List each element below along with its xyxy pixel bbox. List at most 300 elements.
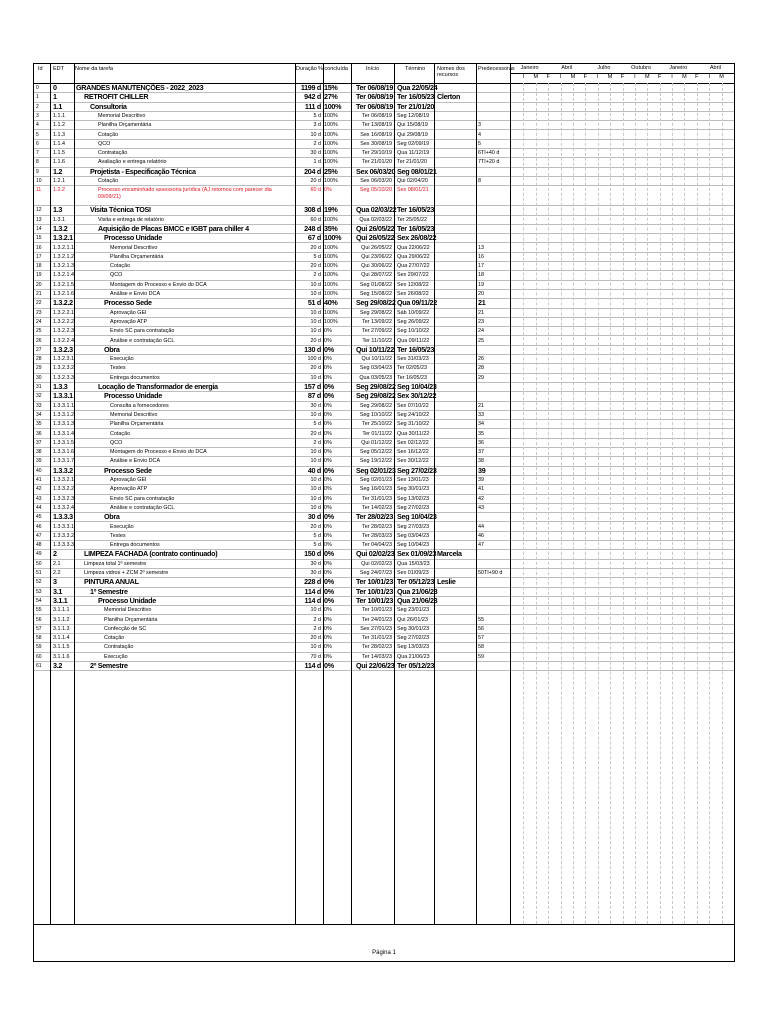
task-name: Cotação — [110, 263, 131, 270]
task-end: Qua 09/11/22 — [397, 298, 437, 308]
task-end: Sex 13/01/23 — [397, 477, 429, 483]
timeline-period: Julho — [597, 65, 611, 71]
column-divider — [50, 64, 51, 924]
task-end: Seg 08/01/21 — [397, 166, 437, 176]
task-start: Ter 10/01/23 — [356, 577, 394, 587]
task-start: Ter 04/04/23 — [362, 542, 392, 549]
task-id: 30 — [36, 374, 42, 381]
task-start: Ter 28/02/23 — [356, 512, 394, 522]
task-duration: 130 d — [304, 344, 321, 354]
task-name: Visita Técnica TOSI — [90, 205, 151, 215]
task-wbs: 1.3.3.3.2 — [53, 532, 74, 539]
task-wbs: 1.3.3.1.7 — [53, 458, 74, 465]
table-row[interactable] — [34, 364, 734, 373]
table-row[interactable] — [34, 206, 734, 215]
task-id: 46 — [36, 523, 42, 530]
task-predecessors: 56 — [478, 625, 484, 632]
task-name: Envio SC para contratação — [110, 495, 175, 502]
task-id: 52 — [36, 579, 42, 586]
task-wbs: 1.3.3.1.1 — [53, 402, 74, 409]
task-end: Sex 16/12/22 — [397, 449, 429, 456]
header-end: Término — [405, 66, 426, 72]
timeline-gridline — [660, 83, 661, 924]
table-row[interactable] — [34, 523, 734, 532]
column-divider — [476, 64, 477, 924]
task-wbs: 3.1.1.1 — [53, 607, 70, 614]
page-footer — [34, 924, 734, 962]
task-percent: 0% — [324, 512, 334, 522]
task-start: Qui 02/02/23 — [361, 560, 392, 567]
task-percent: 0% — [324, 635, 332, 642]
task-percent: 0% — [324, 187, 332, 194]
timeline-gridline — [585, 83, 586, 924]
task-percent: 100% — [324, 233, 342, 243]
table-row[interactable] — [34, 616, 734, 625]
task-wbs: 3.1.1.4 — [53, 635, 70, 642]
task-percent: 0% — [324, 607, 332, 614]
task-id: 41 — [36, 477, 42, 483]
task-start: Seg 29/08/22 — [356, 382, 396, 391]
column-divider — [295, 64, 296, 924]
task-predecessors: 41 — [478, 486, 484, 493]
task-name: Entrega documentos — [110, 542, 160, 549]
task-percent: 100% — [324, 291, 338, 297]
task-percent: 0% — [324, 402, 332, 409]
task-start: Seg 02/01/23 — [359, 477, 392, 483]
task-id: 11 — [36, 187, 42, 194]
task-duration: 87 d — [307, 391, 321, 401]
table-row[interactable] — [34, 560, 734, 569]
task-id: 6 — [36, 140, 39, 147]
table-row[interactable] — [34, 495, 734, 504]
table-row[interactable] — [34, 643, 734, 652]
table-row[interactable] — [34, 234, 734, 243]
task-end: Seg 13/03/23 — [397, 644, 430, 651]
task-predecessors: 29 — [478, 374, 484, 381]
task-wbs: 1.3.3.2.1 — [53, 477, 74, 483]
table-row[interactable] — [34, 634, 734, 643]
page-number: Página 1 — [372, 950, 396, 956]
table-row[interactable] — [34, 430, 734, 439]
task-duration: 10 d — [310, 486, 321, 493]
task-end: Seg 10/10/22 — [397, 328, 430, 335]
task-end: Qua 22/06/22 — [397, 244, 430, 251]
task-end: Sex 08/01/21 — [397, 187, 429, 194]
header-resources: Nomes dos recursos — [437, 66, 465, 78]
timeline-subperiod: I — [596, 74, 599, 80]
timeline-subperiod: I — [634, 74, 636, 80]
task-name: Contratação — [98, 150, 128, 157]
task-duration: 5 d — [313, 421, 321, 428]
task-name: Obra — [104, 344, 120, 354]
timeline-subperiod: M — [607, 74, 613, 80]
table-row[interactable] — [34, 420, 734, 429]
timeline-subperiod: M — [644, 74, 650, 80]
task-name: Processo encaminhado assessoria jurídica (AJ retornou com parecer dia 09/09/21) — [98, 187, 272, 201]
task-wbs: 1.3.3.1.2 — [53, 411, 74, 418]
task-name: Envio SC para contratação — [110, 328, 175, 335]
task-end: Seg 26/09/22 — [397, 318, 430, 325]
task-id: 56 — [36, 616, 42, 623]
task-id: 43 — [36, 495, 42, 502]
task-wbs: 1.3.2.2.4 — [53, 337, 74, 344]
task-wbs: 1.3 — [53, 205, 63, 215]
table-row[interactable] — [34, 513, 734, 522]
task-end: Sex 30/12/22 — [397, 391, 437, 401]
table-row[interactable] — [34, 318, 734, 327]
table-row[interactable] — [34, 253, 734, 262]
task-name: Planilha Orçamentária — [98, 122, 152, 129]
task-end: Seg 27/03/23 — [397, 523, 430, 530]
table-row[interactable] — [34, 346, 734, 355]
task-start: Ter 24/01/23 — [362, 616, 392, 623]
task-percent: 0% — [324, 458, 332, 465]
task-duration: 942 d — [304, 92, 321, 102]
task-duration: 308 d — [304, 205, 321, 215]
task-end: Seg 30/01/23 — [397, 486, 430, 493]
timeline-period: Abril — [561, 65, 573, 71]
task-percent: 100% — [324, 112, 338, 119]
table-row[interactable] — [34, 467, 734, 476]
table-row[interactable] — [34, 309, 734, 318]
task-percent: 0% — [324, 439, 332, 446]
task-wbs: 2.2 — [53, 570, 61, 576]
task-start: Qui 26/05/22 — [356, 233, 395, 243]
timeline-gridline — [598, 83, 599, 924]
task-id: 25 — [36, 328, 42, 335]
task-name: Limpeza vidros + ZCM 2º semestre — [84, 570, 169, 576]
task-wbs: 1.3.3.1.3 — [53, 421, 74, 428]
task-duration: 20 d — [310, 635, 321, 642]
task-predecessors: 5 — [478, 140, 481, 147]
task-id: 32 — [36, 393, 42, 400]
task-predecessors: 19 — [478, 281, 484, 288]
task-wbs: 1.1.3 — [53, 131, 65, 138]
table-row[interactable] — [34, 662, 734, 671]
task-predecessors: 28 — [478, 365, 484, 372]
task-start: Qui 10/11/22 — [361, 356, 392, 363]
task-percent: 25% — [324, 166, 338, 176]
task-wbs: 1.1.1 — [53, 112, 65, 119]
column-divider — [323, 64, 324, 924]
task-duration: 150 d — [304, 549, 321, 559]
timeline-period: Abril — [709, 65, 721, 71]
task-id: 51 — [36, 570, 42, 576]
task-duration: 114 d — [304, 661, 321, 670]
task-end: Qui 26/01/23 — [397, 616, 428, 623]
task-id: 18 — [36, 263, 42, 270]
task-id: 60 — [36, 653, 42, 660]
task-end: Sex 26/08/22 — [397, 291, 429, 297]
table-row[interactable] — [34, 597, 734, 606]
task-percent: 0% — [324, 653, 332, 660]
timeline-gridline — [672, 83, 673, 924]
task-end: Seg 30/01/23 — [397, 625, 430, 632]
timeline-subperiod: F — [546, 74, 550, 80]
task-id: 28 — [36, 356, 42, 363]
task-percent: 0% — [324, 344, 334, 354]
table-row[interactable] — [34, 131, 734, 140]
timeline-gridline — [573, 83, 574, 924]
task-wbs: 3.1 — [53, 586, 63, 596]
table-row[interactable] — [34, 550, 734, 559]
task-id: 17 — [36, 253, 42, 260]
task-wbs: 1.1.4 — [53, 140, 65, 147]
task-id: 48 — [36, 542, 42, 549]
table-row[interactable] — [34, 299, 734, 308]
task-end: Ter 16/05/23 — [397, 374, 427, 381]
task-start: Ter 14/02/23 — [362, 504, 392, 511]
task-predecessors: 21 — [478, 298, 486, 308]
task-start: Sex 06/03/20 — [360, 178, 392, 184]
task-id: 7 — [36, 150, 39, 157]
task-start: Ter 06/08/19 — [356, 101, 394, 111]
table-row[interactable] — [34, 448, 734, 457]
task-end: Qui 15/08/19 — [397, 122, 428, 129]
task-id: 26 — [36, 337, 42, 344]
task-start: Ter 10/01/23 — [356, 595, 394, 605]
task-wbs: 1.3.2 — [53, 223, 68, 233]
task-wbs: 1.3.3.3.3 — [53, 542, 74, 549]
table-row[interactable] — [34, 149, 734, 158]
task-percent: 0% — [324, 421, 332, 428]
task-name: Memorial Descritivo — [98, 112, 146, 119]
task-wbs: 2 — [53, 549, 57, 559]
task-id: 49 — [36, 551, 42, 558]
task-id: 61 — [36, 663, 42, 669]
task-percent: 0% — [324, 595, 334, 605]
task-end: Ter 21/01/20 — [397, 101, 435, 111]
table-row[interactable] — [34, 402, 734, 411]
table-row[interactable] — [34, 625, 734, 634]
table-row[interactable] — [34, 121, 734, 130]
task-percent: 100% — [324, 244, 338, 251]
table-row[interactable] — [34, 606, 734, 615]
task-percent: 0% — [324, 365, 332, 372]
task-predecessors: 20 — [478, 291, 484, 297]
task-predecessors: 24 — [478, 328, 484, 335]
task-start: Ter 21/01/20 — [362, 159, 392, 166]
task-percent: 0% — [324, 616, 332, 623]
task-percent: 19% — [324, 205, 338, 215]
task-end: Ter 05/12/23 — [397, 661, 435, 670]
task-end: Qua 11/12/19 — [397, 150, 430, 157]
task-percent: 0% — [324, 586, 334, 596]
task-percent: 100% — [324, 159, 338, 166]
table-row[interactable] — [34, 244, 734, 253]
task-wbs: 1.3.2.1.1 — [53, 244, 74, 251]
task-end: Qua 30/11/22 — [397, 430, 430, 437]
task-wbs: 1.3.3 — [53, 382, 68, 391]
task-duration: 248 d — [304, 223, 321, 233]
task-name: Aprovação GEI — [110, 309, 147, 316]
task-name: Memorial Descritivo — [110, 411, 158, 418]
table-row[interactable] — [34, 271, 734, 280]
task-wbs: 1.3.2.2.3 — [53, 328, 74, 335]
task-wbs: 1.3.2.2.2 — [53, 318, 74, 325]
task-name: LIMPEZA FACHADA (contrato continuado) — [84, 549, 218, 559]
timeline-gridline — [635, 83, 636, 924]
task-predecessors: 58 — [478, 644, 484, 651]
timeline-gridline — [709, 83, 710, 924]
task-start: Qui 02/02/23 — [356, 549, 395, 559]
task-percent: 0% — [324, 560, 332, 567]
task-percent: 0% — [324, 430, 332, 437]
task-wbs: 1.2 — [53, 166, 63, 176]
task-duration: 10 d — [310, 504, 321, 511]
timeline-gridline — [647, 83, 648, 924]
task-name: Contratação — [104, 644, 134, 651]
task-end: Seg 10/04/23 — [397, 382, 437, 391]
timeline-gridline — [536, 83, 537, 924]
task-predecessors: 55 — [478, 616, 484, 623]
task-wbs: 1.1.5 — [53, 150, 65, 157]
table-row[interactable] — [34, 103, 734, 112]
table-row[interactable] — [34, 355, 734, 364]
task-wbs: 1.3.3.1.4 — [53, 430, 74, 437]
task-end: Seg 31/10/22 — [397, 421, 430, 428]
table-row[interactable] — [34, 112, 734, 121]
task-end: Ter 25/05/22 — [397, 216, 427, 223]
task-start: Qui 01/12/22 — [361, 439, 392, 446]
task-start: Seg 29/08/22 — [356, 391, 396, 401]
task-duration: 20 d — [310, 430, 321, 437]
task-duration: 100 d — [307, 356, 321, 363]
task-name: Testes — [110, 365, 126, 372]
task-wbs: 1.3.2.3.2 — [53, 365, 74, 372]
task-duration: 51 d — [307, 298, 321, 308]
task-start: Ter 31/01/23 — [362, 495, 392, 502]
table-row[interactable] — [34, 327, 734, 336]
task-name: Processo Unidade — [104, 233, 162, 243]
task-name: QCO — [110, 439, 123, 446]
table-row[interactable] — [34, 476, 734, 485]
task-name: Visita e entrega de relatório — [98, 216, 164, 223]
task-percent: 0% — [324, 382, 334, 391]
task-percent: 0% — [324, 337, 332, 344]
task-predecessors: 50TI+90 d — [478, 570, 503, 576]
task-name: Execução — [110, 523, 134, 530]
table-row[interactable] — [34, 186, 734, 206]
column-divider — [351, 64, 352, 924]
task-id: 22 — [36, 300, 42, 307]
task-predecessors: 23 — [478, 318, 484, 325]
task-name: Planilha Orçamentária — [104, 616, 158, 623]
task-duration: 2 d — [313, 616, 321, 623]
task-start: Ter 06/08/19 — [356, 83, 394, 92]
task-percent: 100% — [324, 101, 342, 111]
task-predecessors: 7TI+20 d — [478, 159, 500, 166]
task-wbs: 1.3.2.2.1 — [53, 309, 74, 316]
task-name: Análise e Envio DCA — [110, 458, 161, 465]
table-row[interactable] — [34, 281, 734, 290]
task-id: 19 — [36, 272, 42, 279]
task-name: Análise e Envio DCA — [110, 291, 161, 297]
table-row[interactable] — [34, 532, 734, 541]
task-wbs: 3.1.1 — [53, 595, 68, 605]
task-start: Ter 01/11/22 — [362, 430, 392, 437]
task-name: Consulta a fornecedores — [110, 402, 169, 409]
task-name: Análise e contratação GCL — [110, 504, 175, 511]
task-wbs: 3.1.1.2 — [53, 616, 70, 623]
task-duration: 10 d — [310, 495, 321, 502]
task-percent: 100% — [324, 253, 338, 260]
task-id: 34 — [36, 411, 42, 418]
header-wbs: EDT — [53, 66, 64, 72]
table-row[interactable] — [34, 411, 734, 420]
table-row[interactable] — [34, 262, 734, 271]
task-id: 5 — [36, 131, 39, 138]
task-duration: 5 d — [313, 112, 321, 119]
task-id: 4 — [36, 122, 39, 129]
task-percent: 0% — [324, 542, 332, 549]
task-id: 33 — [36, 402, 42, 409]
task-name: Cotação — [98, 178, 119, 184]
task-percent: 0% — [324, 477, 332, 483]
task-percent: 100% — [324, 309, 338, 316]
table-row[interactable] — [34, 392, 734, 401]
task-resource: Clerton — [437, 92, 461, 102]
task-duration: 10 d — [310, 291, 321, 297]
task-start: Qui 30/06/22 — [361, 263, 392, 270]
task-end: Qua 21/06/23 — [397, 586, 438, 596]
task-percent: 100% — [324, 272, 338, 279]
task-id: 35 — [36, 421, 42, 428]
task-duration: 10 d — [310, 449, 321, 456]
task-name: Cotação — [110, 430, 131, 437]
task-duration: 114 d — [304, 595, 321, 605]
task-duration: 10 d — [310, 328, 321, 335]
task-name: 2º Semestre — [90, 661, 128, 670]
gantt-sheet — [33, 63, 735, 962]
task-duration: 30 d — [307, 512, 321, 522]
column-divider — [394, 64, 395, 924]
task-start: Seg 16/01/23 — [359, 486, 392, 493]
task-resource: Leslie — [437, 577, 456, 587]
task-name: Consultoria — [90, 101, 127, 111]
table-row[interactable] — [34, 177, 734, 186]
table-row[interactable] — [34, 485, 734, 494]
task-id: 40 — [36, 467, 42, 474]
table-row[interactable] — [34, 140, 734, 149]
task-wbs: 3.1.1.5 — [53, 644, 70, 651]
task-id: 53 — [36, 588, 42, 595]
timeline-period: Outubro — [631, 65, 652, 71]
task-duration: 114 d — [304, 586, 321, 596]
task-start: Qui 22/06/23 — [356, 661, 395, 670]
task-percent: 0% — [324, 625, 332, 632]
timeline-period: Janeiro — [669, 65, 688, 71]
task-duration: 111 d — [304, 101, 321, 111]
task-id: 0 — [36, 85, 39, 91]
task-duration: 10 d — [310, 607, 321, 614]
task-percent: 0% — [324, 549, 334, 559]
task-predecessors: 3 — [478, 122, 481, 129]
task-percent: 0% — [324, 532, 332, 539]
task-id: 50 — [36, 560, 42, 567]
table-row[interactable] — [34, 168, 734, 177]
task-duration: 1 d — [313, 159, 321, 166]
task-id: 20 — [36, 281, 42, 288]
timeline-subperiod: I — [708, 74, 710, 80]
task-wbs: 1.3.2.1 — [53, 233, 73, 243]
table-row[interactable] — [34, 439, 734, 448]
task-end: Qua 21/06/23 — [397, 653, 430, 660]
task-id: 16 — [36, 244, 42, 251]
task-end: Seg 27/02/23 — [397, 504, 430, 511]
task-duration: 67 d — [307, 233, 321, 243]
task-duration: 10 d — [310, 131, 321, 138]
